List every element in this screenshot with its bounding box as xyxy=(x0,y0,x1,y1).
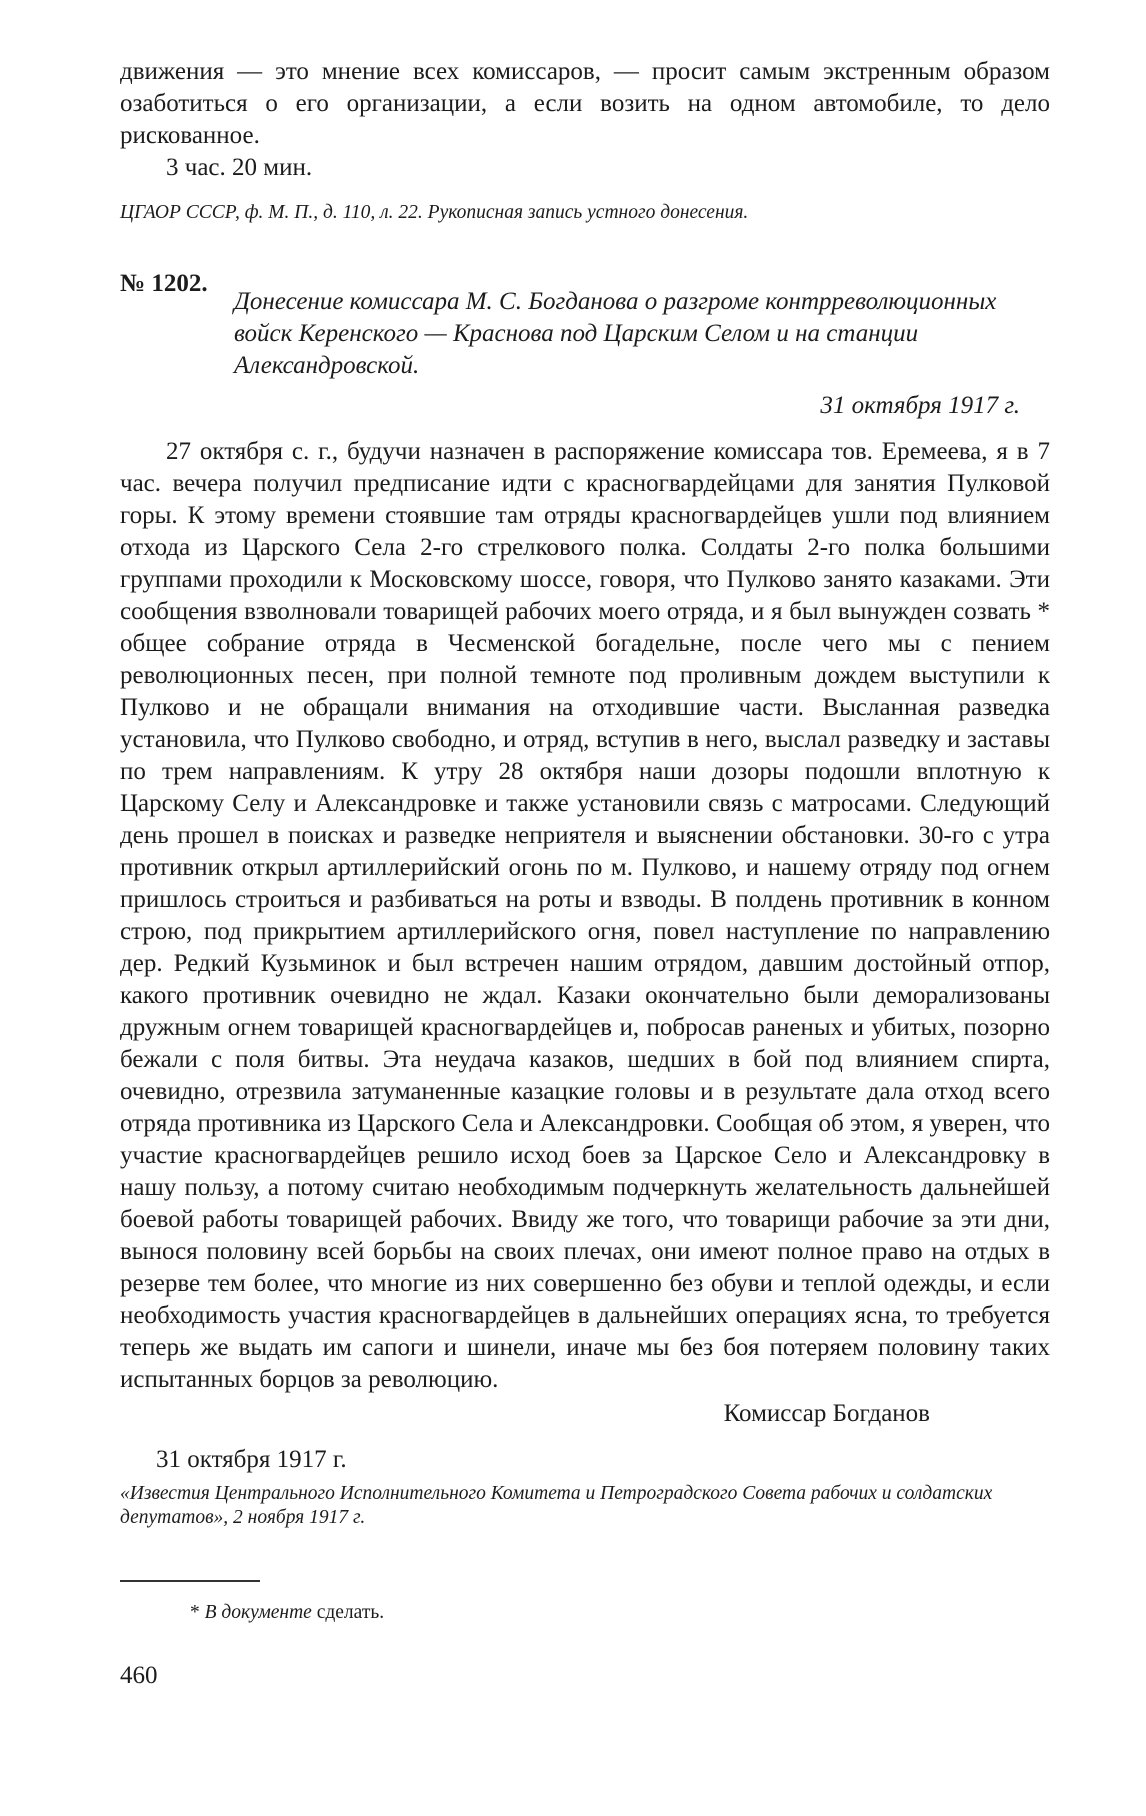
document-body: 27 октября с. г., будучи назначен в распоряжение комиссара тов. Еремеева, я в 7 час. вечера получил предписание идти с красногвардейцами для занятия Пулковой горы. К этому времени стоявшие там отряды красногвардейцев ушли под влиянием отхода из Царского Села 2-го стрелкового полка. Солдаты 2-го полка большими группами проходили к Московскому шоссе, говоря, что Пулково занято казаками. Эти сообщения взволновали товарищей рабочих моего отряда, и я был вынужден созвать * общее собрание отряда в Чесменской богадельне, после чего мы с пением революционных песен, при полной темноте под проливным дождем выступили к Пулково и не обращали внимания на отходившие части. Высланная разведка установила, что Пулково свободно, и отряд, вступив в него, выслал разведку и заставы по трем направлениям. К утру 28 октября наши дозоры подошли вплотную к Царскому Селу и Александровке и также установили связь с матросами. Следующий день прошел в поисках и разведке неприятеля и выяснении обстановки. 30-го с утра противник открыл артиллерийский огонь по м. Пулково, и нашему отряду под огнем пришлось строиться и разбиваться на роты и взводы. В полдень противник в конном строю, под прикрытием артиллерийского огня, повел наступление по направлению дер. Редкий Кузьминок и был встречен нашим отрядом, давшим достойный отпор, какого противник очевидно не ждал. Казаки окончательно были деморализованы дружным огнем товарищей красногвардейцев и, побросав раненых и убитых, позорно бежали с поля битвы. Эта неудача казаков, шедших в бой под влиянием спирта, очевидно, отрезвила затуманенные казацкие головы и в результате дала отход всего отряда противника из Царского Села и Александровки. Сообщая об этом, я уверен, что участие красногвардейцев решило исход боев за Царское Село и Александровку в нашу пользу, а потому считаю необходимым подчеркнуть желательность дальнейшей боевой работы товарищей рабочих. Ввиду же того, что товарищи рабочие за эти дни, вынося половину всей борьбы на своих плечах, они имеют полное право на отдых в резерве тем более, что многие из них совершенно без обуви и теплой одежды, и если необходимость участия красногвардейцев в дальнейших операциях ясна, то требуется теперь же выдать им сапоги и шинели, иначе мы без боя потеряем половину таких испытанных борцов за революцию. xyxy=(120,438,1050,1393)
document-page xyxy=(120,56,1050,1626)
document-date: 31 октября 1917 г. xyxy=(820,392,1020,419)
footnote-text: сделать. xyxy=(316,1602,385,1623)
document-title: Донесение комиссара М. С. Богданова о разгроме контрреволюционных войск Керенского — Краснова под Царским Селом и на станции Александровской. xyxy=(234,288,997,379)
footnote-marker: * xyxy=(190,1602,200,1623)
page-number: 460 xyxy=(120,1662,158,1689)
publication-source: «Известия Центрального Исполнительного Комитета и Петроградского Совета рабочих и солдатских депутатов», 2 ноября 1917 г. xyxy=(120,1483,993,1528)
document-header xyxy=(120,268,1050,382)
carryover-paragraph: движения — это мнение всех комиссаров, — просит самым экстренным образом озаботиться о его организации, а если возить на одном автомобиле, то дело рискованное. xyxy=(120,58,1050,149)
closing-date: 31 октября 1917 г. xyxy=(156,1446,347,1473)
footnote-italic-text: В документе xyxy=(204,1602,312,1623)
report-time: 3 час. 20 мин. xyxy=(166,154,313,181)
footnote xyxy=(190,1600,1050,1626)
archive-source: ЦГАОР СССР, ф. М. П., д. 110, л. 22. Рукописная запись устного донесения. xyxy=(120,202,749,223)
footnote-divider xyxy=(120,1580,260,1582)
document-number: № 1202. xyxy=(120,270,208,297)
signature: Комиссар Богданов xyxy=(723,1400,930,1427)
